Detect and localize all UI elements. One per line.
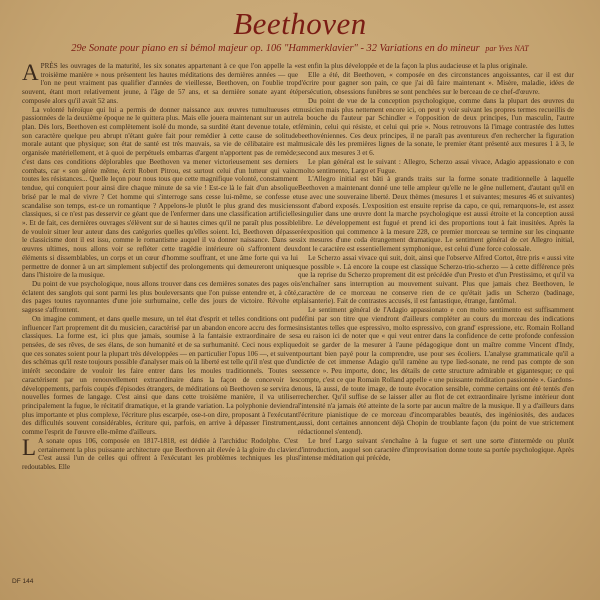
performer-credit: par Yves NAT <box>485 44 529 53</box>
paragraph: Le Scherzo assai vivace qui suit, doit, ainsi que l'observe Alfred Cortot, être pris « aussi vite que possible ». Là encore la coupe est classique Scherzo-trio-scherzo — à cette différence près que la reprise du Scherzo proprement dit est précédée d'un Presto et d'un Prestissimo, et qu'il va s'enchaîner sans interruption au mouvement suivant. Plus que jamais chez Beethoven, le caractère de ce morceau ne conserve rien de ce qu'était jadis un Scherzo (badinage, plaisanterie). Fait de contrastes accusés, il est fantastique, étrange, fantômal. <box>298 253 574 306</box>
paragraph: Du point de vue de la conception psychologique, comme dans la plupart des œuvres du musicien mais plus nettement encore ici, on peut y voir suivant les propres termes recueillis de la bouche du l'auteur par Schindler « l'opposition de deux principes, l'un masculin, l'autre féminin, celui qui résiste, et celui qui prie ». Nous retrouvons là l'image contrastée des luttes beethovéniennes. Ces deux principes, il ne paraît pas aventureux d'en rechercher la figuration musicale dès les premières lignes de la sonate, le premier étant présenté aux mesures 1 à 3, le second aux mesures 3 et 6. <box>298 96 574 158</box>
paragraph: L'Allegro initial est bâti à grands traits sur la forme sonate traditionnelle à laquelle Beethoven a maintenant donné une telle ampleur qu'elle ne le gêne nullement, d'autant qu'il en use avec une souveraine liberté. Deux thèmes (mesures 1 et suivantes; mesures 46 et suivantes) sont d'abord exposés. L'exposition est ensuite reprise da capo, ce qui, remarquons-le, est assez singulier dans une œuvre dont la marche psychologique est aussi étroite et la conception aussi libre. Le développement est fugué et prend ici des proportions tout à fait inusitées. Après la réexposition qui commence à la mesure 228, ce premier morceau se termine sur les cinquante six mesures d'une coda étrangement dramatique. Le sentiment général de cet Allegro initial, dont le caractère est essentiellement symphonique, est celui d'une force colossale. <box>298 175 574 254</box>
paragraph: Elle a été, dit Beethoven, « composée en des circonstances angoissantes, car il est dur d'écrire pour gagner son pain, ce que j'ai dû faire maintenant ». Misère, maladie, idées de persécution, obsessions funèbres se sont penchées sur le berceau de ce chef-d'œuvre. <box>298 70 574 97</box>
page-subtitle <box>20 43 580 54</box>
drop-cap: L <box>22 434 37 460</box>
page-title: Beethoven <box>233 6 367 41</box>
paragraph: est enfin la plus développée et de la façon la plus audacieuse et la plus originale. <box>298 62 528 70</box>
paragraph: Le sentiment général de l'Adagio appassionato e con molto sentimento est suffisamment défini par son titre que viendront d'ailleurs compléter au cours du morceau des indications insistantes telles que espressivo, molto espressivo, con grand' espressione, etc. Romain Rolland a eu raison ici de noter que « qui veut entrer dans la confidence de cette profonde confession doit se garder de la mesurer à l'aune pédagogique dont un maître comme Vincent d'Indy, pourtant bien payé pour la comprendre, use pour ses écoliers. L'analyse grammaticale qu'il a dictée de cet immense Adagio qu'il ramène au type lied-sonate, ne rend pas compte de son essence ». Peu importe, donc, les détails de cette structure admirable et gigantesque; ce qui compte, c'est ce que Romain Rolland appelle « une puissante méditation passionnée ». Gardons-nous, là aussi, de toute image, de toute évocation sensible, comme certains ont été tentés d'en rechercher. Qu'il suffise de se laisser aller au flot de cet extraordinaire lyrisme intérieur dont l'intensité n'a jamais été atteinte de la sorte par aucun maître de la musique. Il y a d'ailleurs dans l'écriture pianistique de ce morceau d'incomparables beautés, des ingéniosités, des audaces aussi, dont certaines annoncent déjà Chopin de troublante façon (du point de vue strictement rédactionnel s'entend). <box>298 306 574 437</box>
paragraph: L A sonate opus 106, composée en 1817-1818, est dédiée à l'archiduc Rodolphe. C'est certainement la plus puissante architecture que Beethoven ait élevée à la gloire du clavier. C'est aussi l'un de celles qui offrent à l'exécutant les problèmes techniques les plus redoutables. Elle <box>22 434 298 472</box>
paragraph: Du point de vue psychologique, nous allons trouver dans ces dernières sonates des pages où éclatent des sanglots qui sont parmi les plus bouleversants que l'on puisse entendre et, à côté, des pages toutes rayonnantes d'une joie surhumaine, celle des jours de victoire. Révolte et sagesse s'affrontent. <box>22 279 298 315</box>
paragraph: Le bref Largo suivant s'enchaîne à la fugue et sert une sorte d'intermède ou plutôt d'introduction, auquel son caractère d'improvisation donne toute sa portée psychologique. Après l'intense méditation qui précède, <box>298 436 574 463</box>
left-column <box>22 62 298 472</box>
catalog-number: DF 144 <box>12 578 34 585</box>
work-titles: 29e Sonate pour piano en si bémol majeur op. 106 "Hammerklavier" - 32 Variations en do mineur <box>71 43 480 54</box>
drop-cap: A <box>22 60 39 85</box>
paragraph: La volonté héroïque qui lui a permis de donner naissance aux œuvres tumultueuses et passionnées de la deuxième époque ne le quittera plus. Mais elle jouera maintenant sur un autre plan. Dès lors, Beethoven est complètement isolé du monde, sa surdité étant devenue totale, et son caractère quelque peu abrupt n'étant guère fait pour remédier à cette cause de solitude morale autant que physique; son état de santé est très mauvais, sa vie de célibataire est mal organisée matériellement, et à quoi de perpétuels embarras d'argent n'apportent pas de remède; c'est dans ces conditions déplorables que Beethoven va mener victorieusement ses derniers combats, car « son génie même, écrit Robert Pitrou, est surtout celui d'un lutteur qui vainc toutes les résistances... Quelle leçon pour nous tous que cette magnifique volonté, constamment tendue, qui conquiert pour ainsi dire chaque minute de sa vie ! Est-ce là le fait d'un absolique brisé par le mal de vivre ? Cet homme qui s'interroge sans cesse lui-même, se confesse et scandalise son temps, est-ce un romantique ? Appelons-le plutôt le plus grand des musiciens classiques, si ce n'est pas desservir ce géant que de l'enfermer dans une classification artificielle ». Et de fait, ces dernières ouvrages s'élèvent sur de si hautes cimes qu'il ne paraît plus possible de vouloir situer leur auteur dans des catégories quelles qu'elles soient. Ici, Beethoven dépasse le classicisme dont il est issu, comme le romantisme auquel il va donner naissance. Dans ses œuvres ultimes, nous allons voir se refléter cette tragédie intérieure où s'affrontent deux éléments si dissemblables, un corps et un cœur d'homme souffrant, et une âme forte qui va lui permettre de donner à un art simplement subjectif des prolongements qui demeureront uniques dans l'histoire de la musique. <box>22 105 298 280</box>
paragraph: APRÈS les ouvrages de la maturité, les six sonates appartenant à ce que l'on appelle la « troisième manière » nous présentent les hautes méditations des dernières années — que l'on ne peut vraiment pas qualifier d'années de vieillesse, Beethoven, on l'oublie trop souvent, étant mort relativement jeune, à l'âge de 57 ans, et sa dernière sonate ayant été composée alors qu'il avait 52 ans. <box>22 60 298 105</box>
right-column <box>298 62 574 463</box>
paragraph: Le plan général est le suivant : Allegro, Scherzo assai vivace, Adagio appassionato e con molto sentimento, Largo et Fugue. <box>298 157 574 175</box>
paragraph: On imagine comment, et dans quelle mesure, un tel état d'esprit et telles conditions ont pu influencer l'art proprement dit du musicien, caractérisé par un abandon encore accru des formes classiques. La forme est, ici plus que jamais, soumise à la fantaisie extraordinaire de ses pensées, de ses rêves, de ses élans, de son humanité et de sa surhumanité. Ceci nous explique que ces sonates soient pour la plupart très développées — en particulier l'opus 106 —, et suivent des schémas qu'il reste toujours possible d'analyser mais où la liberté est telle qu'il n'est que d'un intérêt secondaire de vouloir les faire entrer dans les moules traditionnels. Toutes se caractérisent par un renouvellement extraordinaire dans la façon de concevoir les développements, parfois coupés d'épisodes étrangers, de méditations où Beethoven se servira de nouvelles formes de langage. C'est ainsi que dans cette troisième manière, il va utiliser principalement la fugue, le récitatif dramatique, et la grande variation. La polyphonie deviendra plus importante et plus complexe, l'écriture plus escarpée, ose-t-on dire, proposant à l'exécutant des difficultés souvent considérables, écriture qui, parfois, en arrive à dépasser l'instrument, comme l'esprit de l'œuvre elle-même d'ailleurs. <box>22 314 298 437</box>
